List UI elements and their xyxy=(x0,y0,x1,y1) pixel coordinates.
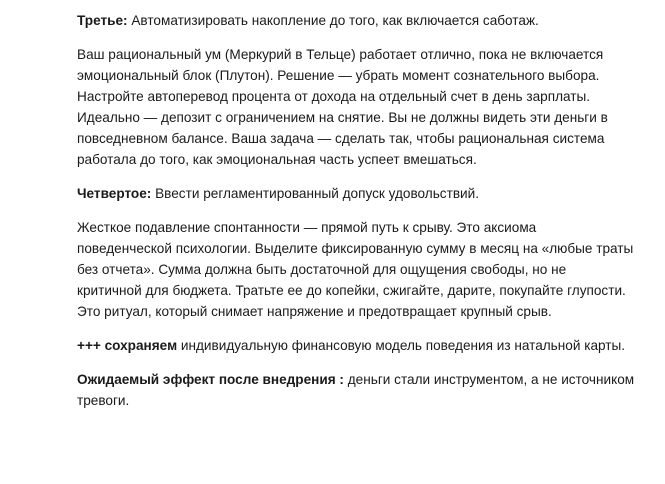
body-line: критичной для бюджета. Тратьте ее до копейки, сжигайте, дарите, покупайте глупости. xyxy=(77,283,626,298)
spacer xyxy=(77,322,645,335)
body-line: Идеально — депозит с ограничением на снятие. Вы не должны видеть эти деньги в xyxy=(77,110,608,125)
body-line: Ваш рациональный ум (Меркурий в Тельце) работает отлично, пока не включается xyxy=(77,47,604,62)
expected-effect-line xyxy=(77,369,645,390)
keep-note-heading: +++ сохраняем xyxy=(77,338,178,353)
point-four-body xyxy=(77,217,645,322)
point-four xyxy=(77,183,645,204)
spacer xyxy=(77,356,645,369)
point-three-heading: Третье: xyxy=(77,13,128,28)
body-line: повседневном балансе. Ваша задача — сделать так, чтобы рациональная система xyxy=(77,131,605,146)
expected-effect-continuation: тревоги. xyxy=(77,393,130,408)
body-line: эмоциональный блок (Плутон). Решение — убрать момент сознательного выбора. xyxy=(77,68,600,83)
body-line: поведенческой психологии. Выделите фиксированную сумму в месяц на «любые траты xyxy=(77,241,634,256)
body-line: работала до того, как эмоциональная часть успеет вмешаться. xyxy=(77,152,477,167)
point-four-text: Ввести регламентированный допуск удовольствий. xyxy=(151,186,480,201)
point-four-heading: Четвертое: xyxy=(77,186,152,201)
expected-effect xyxy=(77,369,645,411)
point-three-body xyxy=(77,44,645,170)
expected-effect-text: деньги стали инструментом, а не источником xyxy=(343,372,635,387)
expected-effect-heading: Ожидаемый эффект после внедрения : xyxy=(77,372,344,387)
body-line: Жесткое подавление спонтанности — прямой путь к срыву. Это аксиома xyxy=(77,220,537,235)
spacer xyxy=(77,31,645,44)
body-line: без отчета». Сумма должна быть достаточной для ощущения свободы, но не xyxy=(77,262,567,277)
keep-note xyxy=(77,335,645,356)
body-line: Настройте автоперевод процента от дохода на отдельный счет в день зарплаты. xyxy=(77,89,591,104)
spacer xyxy=(77,204,645,217)
point-three-text: Автоматизировать накопление до того, как включается саботаж. xyxy=(127,13,539,28)
body-line: Это ритуал, который снимает напряжение и предотвращает крупный срыв. xyxy=(77,304,552,319)
keep-note-text: индивидуальную финансовую модель поведения из натальной карты. xyxy=(177,338,626,353)
point-three xyxy=(77,10,645,31)
spacer xyxy=(77,170,645,183)
